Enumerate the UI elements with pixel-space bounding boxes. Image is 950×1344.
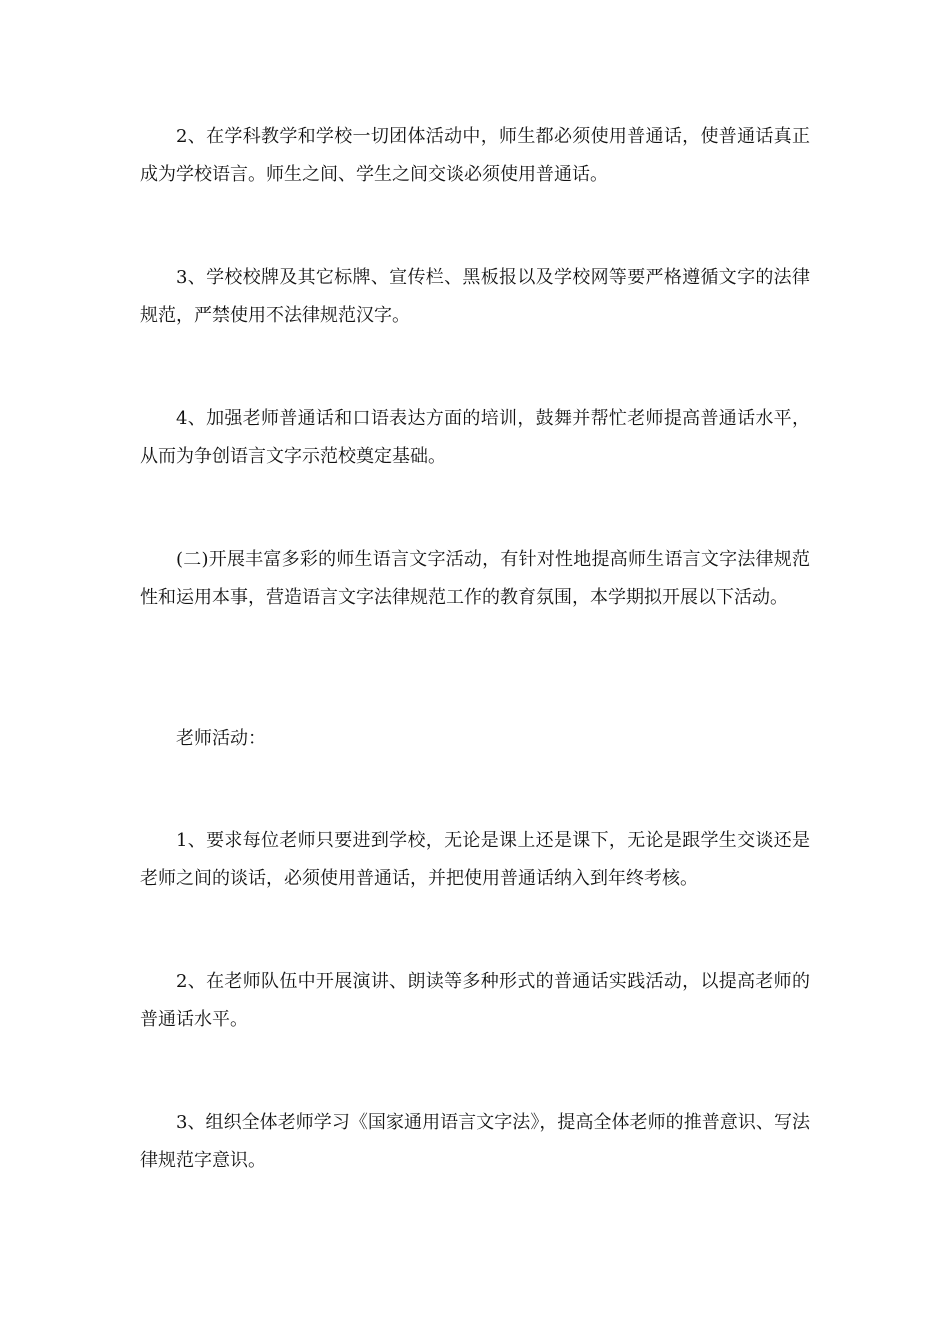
paragraph-teacher-item-3: 3、组织全体老师学习《国家通用语言文字法》，提高全体老师的推普意识、写法律规范字意识。 (140, 1112, 810, 1171)
paragraph-section-2-activities: (二)开展丰富多彩的师生语言文字活动，有针对性地提高师生语言文字法律规范性和运用本事，营造语言文字法律规范工作的教育氛围，本学期拟开展以下活动。 (140, 549, 810, 608)
paragraph-item-4-teacher-training: 4、加强老师普通话和口语表达方面的培训，鼓舞并帮忙老师提高普通话水平，从而为争创语言文字示范校奠定基础。 (140, 408, 810, 467)
paragraph-item-3-signage-standards: 3、学校校牌及其它标牌、宣传栏、黑板报以及学校网等要严格遵循文字的法律规范，严禁使用不法律规范汉字。 (140, 267, 810, 326)
paragraph-item-2-mandarin-usage: 2、在学科教学和学校一切团体活动中，师生都必须使用普通话，使普通话真正成为学校语言。师生之间、学生之间交谈必须使用普通话。 (140, 126, 810, 185)
paragraph-teacher-item-2: 2、在老师队伍中开展演讲、朗读等多种形式的普通话实践活动，以提高老师的普通话水平。 (140, 971, 810, 1030)
paragraph-teacher-item-1: 1、要求每位老师只要进到学校，无论是课上还是课下，无论是跟学生交谈还是老师之间的谈话，必须使用普通话，并把使用普通话纳入到年终考核。 (140, 830, 810, 889)
paragraph-teacher-activities-heading: 老师活动： (176, 728, 266, 749)
